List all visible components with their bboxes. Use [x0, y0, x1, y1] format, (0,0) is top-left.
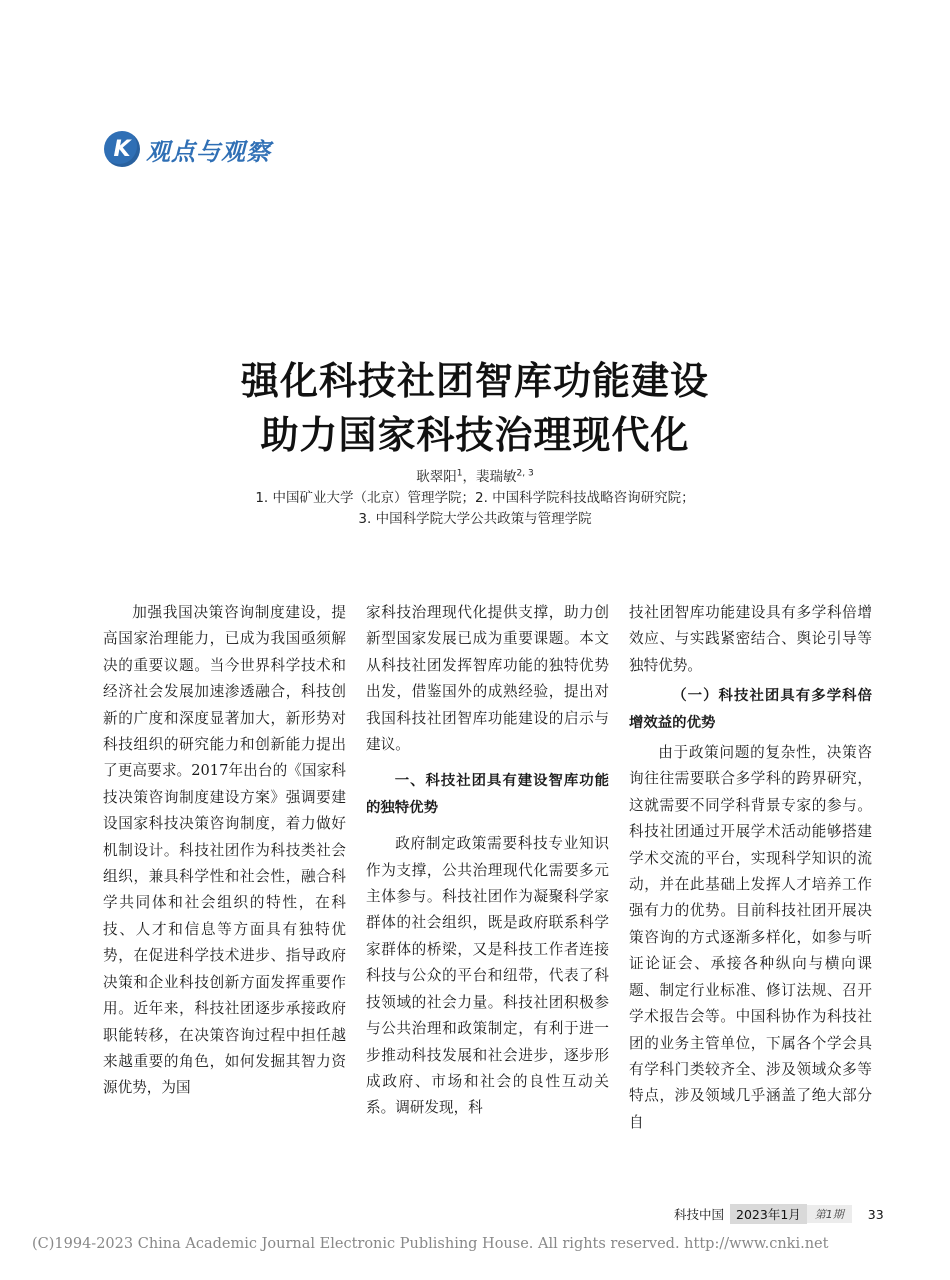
column-1	[103, 600, 346, 1190]
section-name: 观点与观察	[146, 137, 271, 166]
title-line-2: 助力国家科技治理现代化	[260, 413, 690, 457]
author-1: 耿翠阳	[416, 469, 457, 485]
affiliation-line-1: 1. 中国矿业大学（北京）管理学院；2. 中国科学院科技战略咨询研究院；	[255, 490, 695, 506]
paragraph: 政府制定政策需要科技专业知识作为支撑，公共治理现代化需要多元主体参与。科技社团作为凝聚科学家群体的社会组织，既是政府联系科学家群体的桥梁，又是科技工作者连接科技与公众的平台和纽带，代表了科技领域的社会力量。科技社团积极参与公共治理和政策制定，有利于进一步推动科技发展和社会进步，逐步形成政府、市场和社会的良性互动关系。调研发现，科	[366, 835, 609, 1117]
copyright-notice: (C)1994-2023 China Academic Journal Electronic Publishing House. All rights reserved. http://www.cnki.net	[32, 1236, 829, 1252]
author-1-affil: 1	[456, 468, 463, 479]
section-logo	[104, 130, 271, 168]
column-3	[629, 600, 872, 1190]
journal-name: 科技中国	[674, 1207, 725, 1222]
column-2	[366, 600, 609, 1190]
paragraph: 由于政策问题的复杂性，决策咨询往往需要联合多学科的跨界研究，这就需要不同学科背景专家的参与。科技社团通过开展学术活动能够搭建学术交流的平台，实现科学知识的流动，并在此基础上发挥人才培养工作强有力的优势。目前科技社团开展决策咨询的方式逐渐多样化，如参与听证论证会、承接各种纵向与横向课题、制定行业标准、修订法规、召开学术报告会等。中国科协作为科技社团的业务主管单位，下属各个学会具有学科门类较齐全、涉及领域众多等特点，涉及领域几乎涵盖了绝大部分自	[629, 744, 872, 1131]
authors	[0, 465, 950, 485]
journal-issue: 第1期	[807, 1205, 852, 1223]
paragraph: 技社团智库功能建设具有多学科倍增效应、与实践紧密结合、舆论引导等独特优势。	[629, 604, 872, 674]
author-2-affil: 2, 3	[516, 468, 534, 479]
affiliation-line-2: 3. 中国科学院大学公共政策与管理学院	[358, 511, 592, 527]
subsection-heading: （一）科技社团具有多学科倍增效益的优势	[629, 688, 872, 731]
journal-date: 2023年1月	[730, 1204, 807, 1224]
section-heading: 一、科技社团具有建设智库功能的独特优势	[366, 773, 609, 816]
paragraph: 加强我国决策咨询制度建设，提高国家治理能力，已成为我国亟须解决的重要议题。当今世界科学技术和经济社会发展加速渗透融合，科技创新的广度和深度显著加大，新形势对科技组织的研究能力和创新能力提出了更高要求。2017年出台的《国家科技决策咨询制度建设方案》强调要建设国家科技决策咨询制度，着力做好机制设计。科技社团作为科技类社会组织，兼具科学性和社会性，融合科学共同体和社会组织的特性，在科技、人才和信息等方面具有独特优势，在促进科学技术进步、指导政府决策和企业科技创新方面发挥重要作用。近年来，科技社团逐步承接政府职能转移，在决策咨询过程中担任越来越重要的角色，如何发掘其智力资源优势，为国	[103, 604, 346, 1097]
paragraph: 家科技治理现代化提供支撑，助力创新型国家发展已成为重要课题。本文从科技社团发挥智库功能的独特优势出发，借鉴国外的成熟经验，提出对我国科技社团智库功能建设的启示与建议。	[366, 604, 609, 754]
page-number: 33	[867, 1206, 884, 1222]
page-footer	[668, 1205, 884, 1223]
k-logo-icon: K	[104, 131, 140, 167]
author-separator: ，	[462, 469, 477, 485]
title-line-1: 强化科技社团智库功能建设	[240, 359, 709, 403]
author-2: 裴瑞敏	[476, 469, 517, 485]
